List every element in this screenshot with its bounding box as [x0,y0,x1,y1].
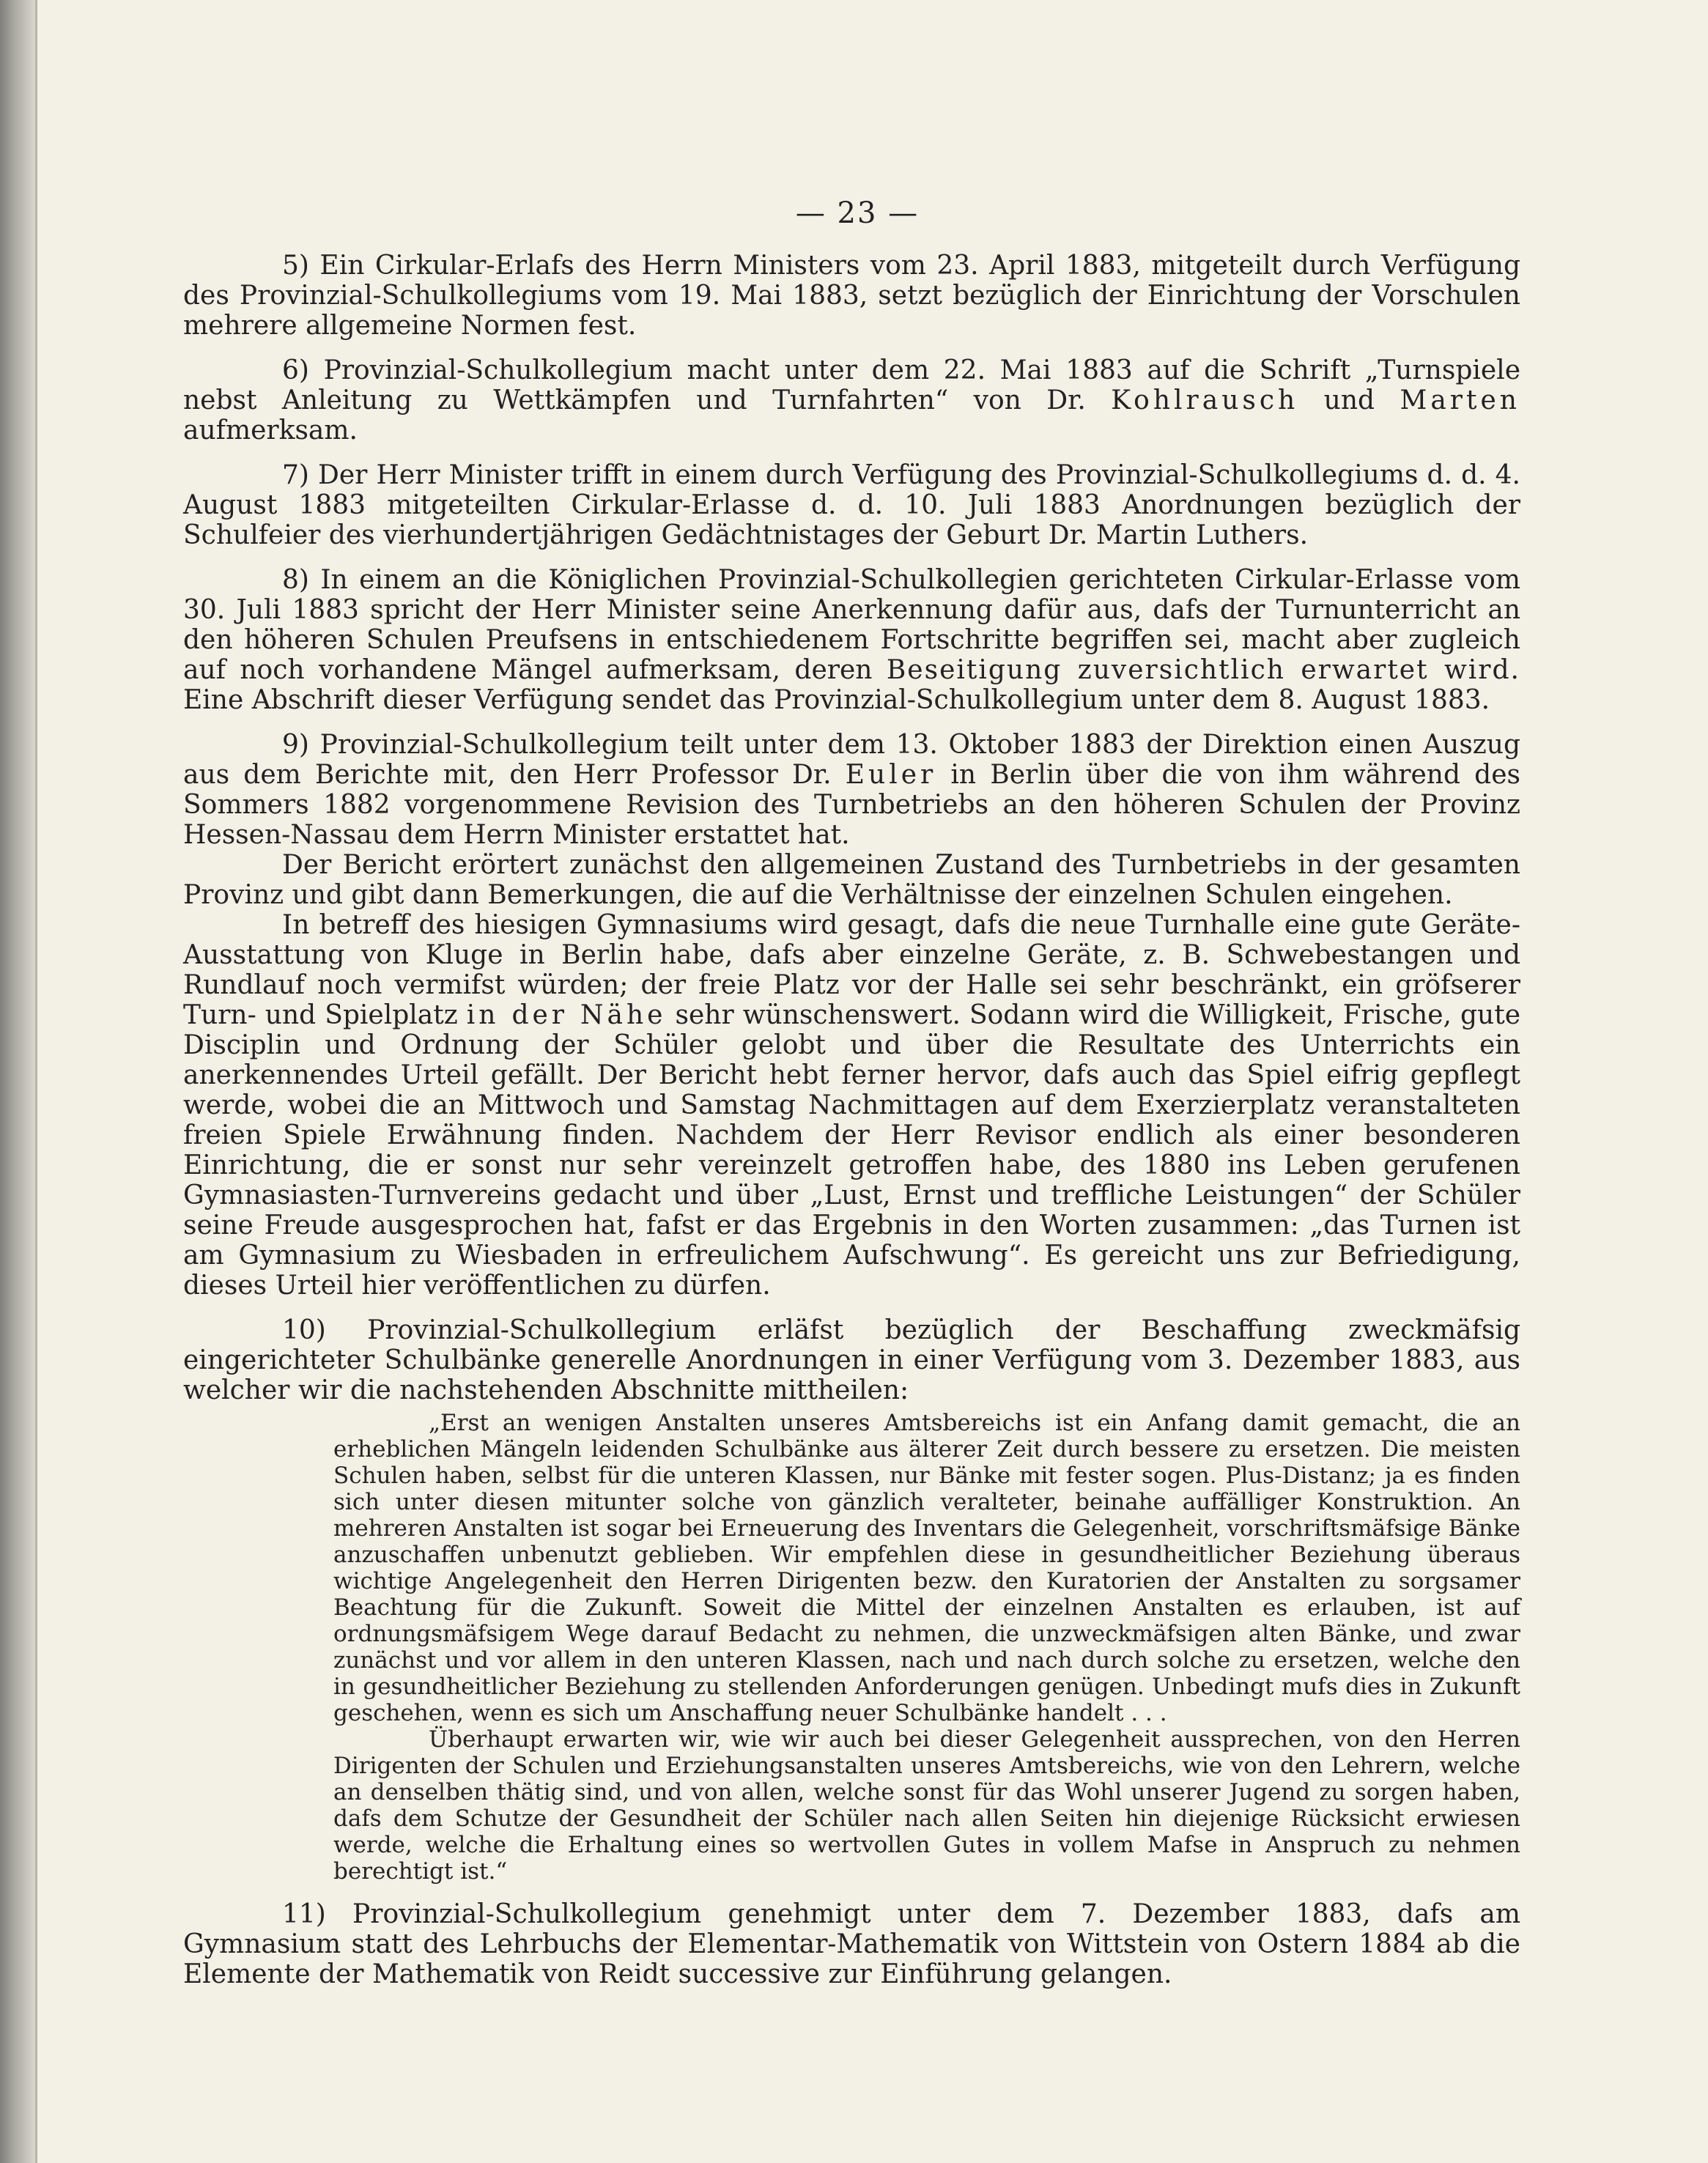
author-name-marten: Marten [1400,385,1520,415]
paragraph-10: 10) Provinzial-Schulkollegium erläfst bezüglich der Beschaffung zweckmäfsig eingerichteter Schulbänke generelle Anordnungen in einer Verfügung vom 3. Dezember 1883, aus welcher wir die nachstehenden Abschnitte mittheilen: [183,1315,1520,1405]
paragraph-9-gymnasium [183,910,1520,1301]
paragraph-6-end: aufmerksam. [183,415,358,445]
page-edge-line [35,0,37,2163]
paragraph-9-report: Der Bericht erörtert zunächst den allgemeinen Zustand des Turnbetriebs in der gesamten Provinz und gibt dann Bemerkungen, die auf die Verhältnisse der einzelnen Schulen eingehen. [183,850,1520,910]
paragraph-8-spaced: Beseitigung zuversichtlich erwartet wird. [886,655,1520,685]
author-name-kohlrausch: Kohlrausch [1111,385,1299,415]
author-name-euler: Euler [845,760,937,790]
paragraph-9 [183,730,1520,850]
paragraph-11: 11) Provinzial-Schulkollegium genehmigt unter dem 7. Dezember 1883, dafs am Gymnasium statt des Lehrbuchs der Elementar-Mathematik von Wittstein von Ostern 1884 ab die Elemente der Mathematik von Reidt successive zur Einführung gelangen. [183,1899,1520,1989]
paragraph-9-gymnasium-end: sehr wünschenswert. Sodann wird die Willigkeit, Frische, gute Disciplin und Ordnung der Schüler gelobt und über die Resultate des Unterrichts ein anerkennendes Urteil gefällt. Der Bericht hebt ferner hervor, dafs auch das Spiel eifrig gepflegt werde, wobei die an Mittwoch und Samstag Nachmittagen auf dem Exerzierplatz veranstalteten freien Spiele Erwähnung finden. Nachdem der Herr Revisor endlich als einer besonderen Einrichtung, die er sonst nur sehr vereinzelt getroffen habe, des 1880 ins Leben gerufenen Gymnasiasten-Turnvereins gedacht und über „Lust, Ernst und treffliche Leistungen“ der Schüler seine Freude ausgesprochen hat, fafst er das Ergebnis in den Worten zusammen: „das Turnen ist am Gymnasium zu Wiesbaden in erfreulichem Aufschwung“. Es gereicht uns zur Befriedigung, dieses Urteil hier veröffentlichen zu dürfen. [183,1000,1520,1301]
spaced-phrase-in-der-naehe: in der Nähe [466,1000,667,1030]
page-number: — 23 — [795,196,920,230]
paragraph-5: 5) Ein Cirkular-Erlafs des Herrn Ministers vom 23. April 1883, mitgeteilt durch Verfügung des Provinzial-Schulkollegiums vom 19. Mai 1883, setzt bezüglich der Einrichtung der Vorschulen mehrere allgemeine Normen fest. [183,251,1520,341]
paragraph-9-gymnasium-text: In betreff des hiesigen Gymnasiums wird gesagt, dafs die neue Turnhalle eine gute Geräte-Ausstattung von Kluge in Berlin habe, dafs aber einzelne Geräte, z. B. Schwebestangen und Rundlauf noch vermifst würden; der freie Platz vor der Halle sei sehr beschränkt, ein gröfserer Turn- und Spielplatz [183,910,1520,1030]
paragraph-9-end: in Berlin über die von ihm während des Sommers 1882 vorgenommene Revision des Turnbetriebs an den höheren Schulen der Provinz Hessen-Nassau dem Herrn Minister erstattet hat. [183,760,1520,850]
paragraph-8 [183,565,1520,715]
quote-paragraph-2: Überhaupt erwarten wir, wie wir auch bei dieser Gelegenheit aussprechen, von den Herren Dirigenten der Schulen und Erziehungsanstalten unseres Amtsbereichs, wie von den Lehrern, welche an denselben thätig sind, und von allen, welche sonst für das Wohl unserer Jugend zu sorgen haben, dafs dem Schutze der Gesundheit der Schüler nach allen Seiten hin diejenige Rücksicht erwiesen werde, welche die Erhaltung eines so wertvollen Gutes in vollem Mafse in Anspruch zu nehmen berechtigt ist.“ [333,1726,1520,1885]
paragraph-8-end: Eine Abschrift dieser Verfügung sendet das Provinzial-Schulkollegium unter dem 8. August 1883. [183,685,1490,715]
paragraph-9-text: 9) Provinzial-Schulkollegium teilt unter dem 13. Oktober 1883 der Direktion einen Auszug aus dem Berichte mit, den Herr Professor Dr. [183,730,1520,790]
block-quote [333,1410,1520,1885]
paragraph-6-conjunction: und [1298,385,1400,415]
paragraph-6 [183,355,1520,445]
page-body [183,251,1520,1989]
paragraph-6-text: 6) Provinzial-Schulkollegium macht unter dem 22. Mai 1883 auf die Schrift „Turnspiele nebst Anleitung zu Wettkämpfen und Turnfahrten“ von Dr. [183,355,1520,415]
quote-paragraph-1: „Erst an wenigen Anstalten unseres Amtsbereichs ist ein Anfang damit gemacht, die an erheblichen Mängeln leidenden Schulbänke aus älterer Zeit durch bessere zu ersetzen. Die meisten Schulen haben, selbst für die unteren Klassen, nur Bänke mit fester sogen. Plus-Distanz; ja es finden sich unter diesen mitunter solche von gänzlich veralteter, beinahe auffälliger Konstruktion. An mehreren Anstalten ist sogar bei Erneuerung des Inventars die Gelegenheit, vorschriftsmäfsige Bänke anzuschaffen unbenutzt geblieben. Wir empfehlen diese in gesundheitlicher Beziehung überaus wichtige Angelegenheit den Herren Dirigenten bezw. den Kuratorien der Anstalten zu sorgsamer Beachtung für die Zukunft. Soweit die Mittel der einzelnen Anstalten es erlauben, ist auf ordnungsmäfsigem Wege darauf Bedacht zu nehmen, die unzweckmäfsigen alten Bänke, und zwar zunächst und vor allem in den unteren Klassen, nach und nach durch solche zu ersetzen, welche den in gesundheitlicher Beziehung zu stellenden Anforderungen genügen. Unbedingt mufs dies in Zukunft geschehen, wenn es sich um Anschaffung neuer Schulbänke handelt . . . [333,1410,1520,1726]
paragraph-8-text: 8) In einem an die Königlichen Provinzial-Schulkollegien gerichteten Cirkular-Erlasse vom 30. Juli 1883 spricht der Herr Minister seine Anerkennung dafür aus, dafs der Turnunterricht an den höheren Schulen Preufsens in entschiedenem Fortschritte begriffen sei, macht aber zugleich auf noch vorhandene Mängel aufmerksam, deren [183,565,1520,685]
paragraph-7: 7) Der Herr Minister trifft in einem durch Verfügung des Provinzial-Schulkollegiums d. d. 4. August 1883 mitgeteilten Cirkular-Erlasse d. d. 10. Juli 1883 Anordnungen bezüglich der Schulfeier des vierhundertjährigen Gedächtnistages der Geburt Dr. Martin Luthers. [183,460,1520,550]
binding-edge [0,0,35,2163]
